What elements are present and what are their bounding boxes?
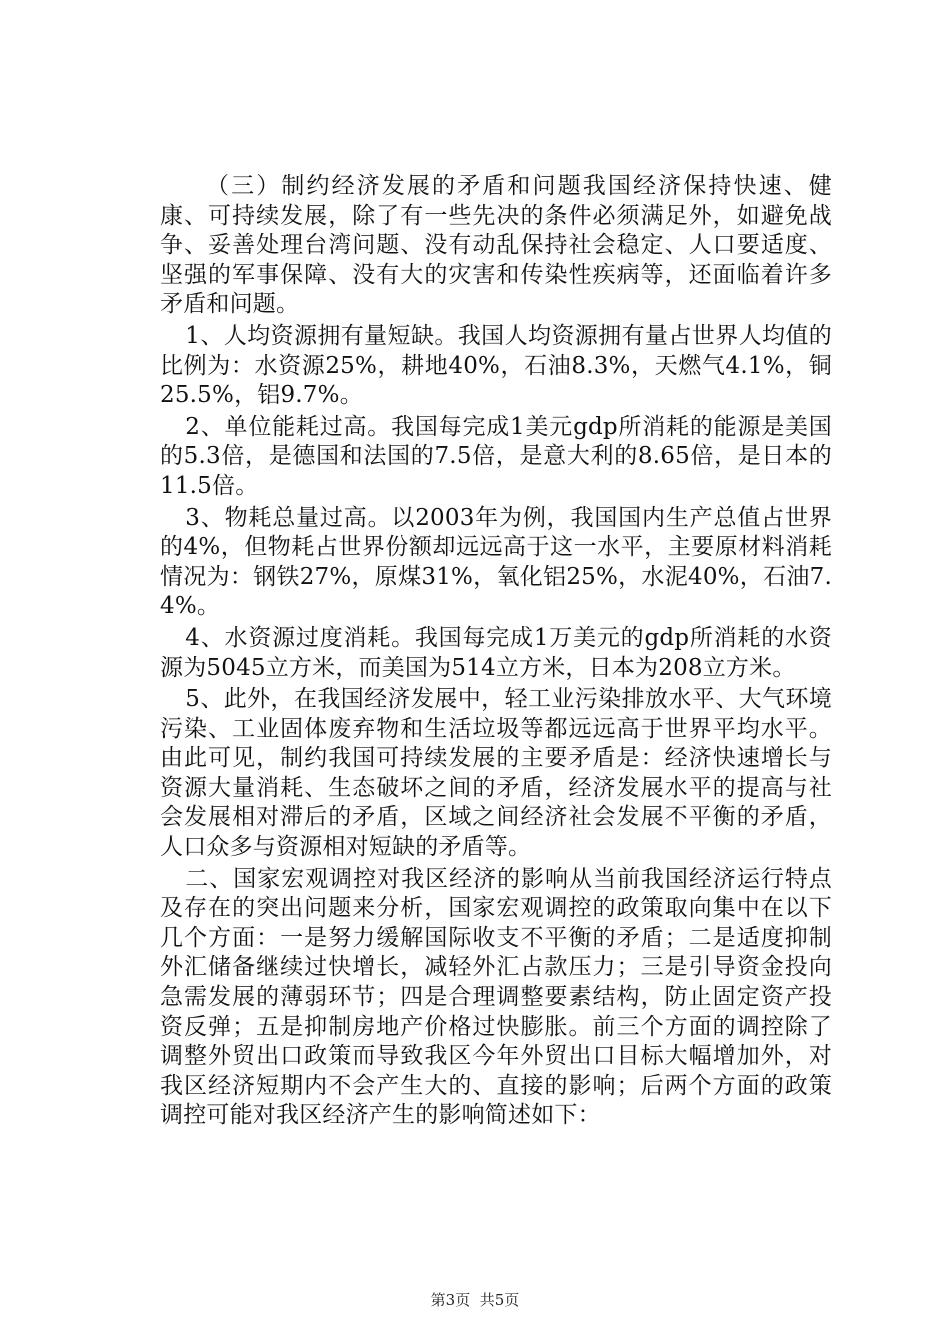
- paragraph-item-1: 1、人均资源拥有量短缺。我国人均资源拥有量占世界人均值的比例为：水资源25%，耕地40%，石油8.3%，天燃气4.1%，铜25.5%，铝9.7%。: [160, 322, 832, 409]
- paragraph-section-two: 二、国家宏观调控对我区经济的影响从当前我国经济运行特点及存在的突出问题来分析，国家宏观调控的政策取向集中在以下几个方面：一是努力缓解国际收支不平衡的矛盾；二是适度抑制外汇储备继续过快增长，减轻外汇占款压力；三是引导资金投向急需发展的薄弱环节；四是合理调整要素结构，防止固定资产投资反弹；五是抑制房地产价格过快膨胀。前三个方面的调控除了调整外贸出口政策而导致我区今年外贸出口目标大幅增加外，对我区经济短期内不会产生大的、直接的影响；后两个方面的政策调控可能对我区经济产生的影响简述如下：: [160, 865, 832, 1129]
- page-number-current: 第3页: [430, 1291, 471, 1309]
- page-footer: [0, 1290, 950, 1310]
- document-body: [160, 172, 832, 1131]
- paragraph-item-2: 2、单位能耗过高。我国每完成1美元gdp所消耗的能源是美国的5.3倍，是德国和法国的7.5倍，是意大利的8.65倍，是日本的11.5倍。: [160, 413, 832, 499]
- paragraph-item-5: 5、此外，在我国经济发展中，轻工业污染排放水平、大气环境污染、工业固体废弃物和生活垃圾等都远远高于世界平均水平。由此可见，制约我国可持续发展的主要矛盾是：经济快速增长与资源大量消耗、生态破坏之间的矛盾，经济发展水平的提高与社会发展相对滞后的矛盾，区域之间经济社会发展不平衡的矛盾，人口众多与资源相对短缺的矛盾等。: [160, 686, 832, 861]
- page-number-total: 共5页: [479, 1291, 520, 1309]
- paragraph-section-three: （三）制约经济发展的矛盾和问题我国经济保持快速、健康、可持续发展，除了有一些先决的条件必须满足外，如避免战争、妥善处理台湾问题、没有动乱保持社会稳定、人口要适度、坚强的军事保障、没有大的灾害和传染性疾病等，还面临着许多矛盾和问题。: [160, 173, 832, 318]
- paragraph-item-4: 4、水资源过度消耗。我国每完成1万美元的gdp所消耗的水资源为5045立方米，而美国为514立方米，日本为208立方米。: [160, 624, 832, 681]
- paragraph-item-3: 3、物耗总量过高。以2003年为例，我国国内生产总值占世界的4%，但物耗占世界份额却远远高于这一水平，主要原材料消耗情况为：钢铁27%，原煤31%，氧化铝25%，水泥40%，石油7.4%。: [160, 504, 832, 620]
